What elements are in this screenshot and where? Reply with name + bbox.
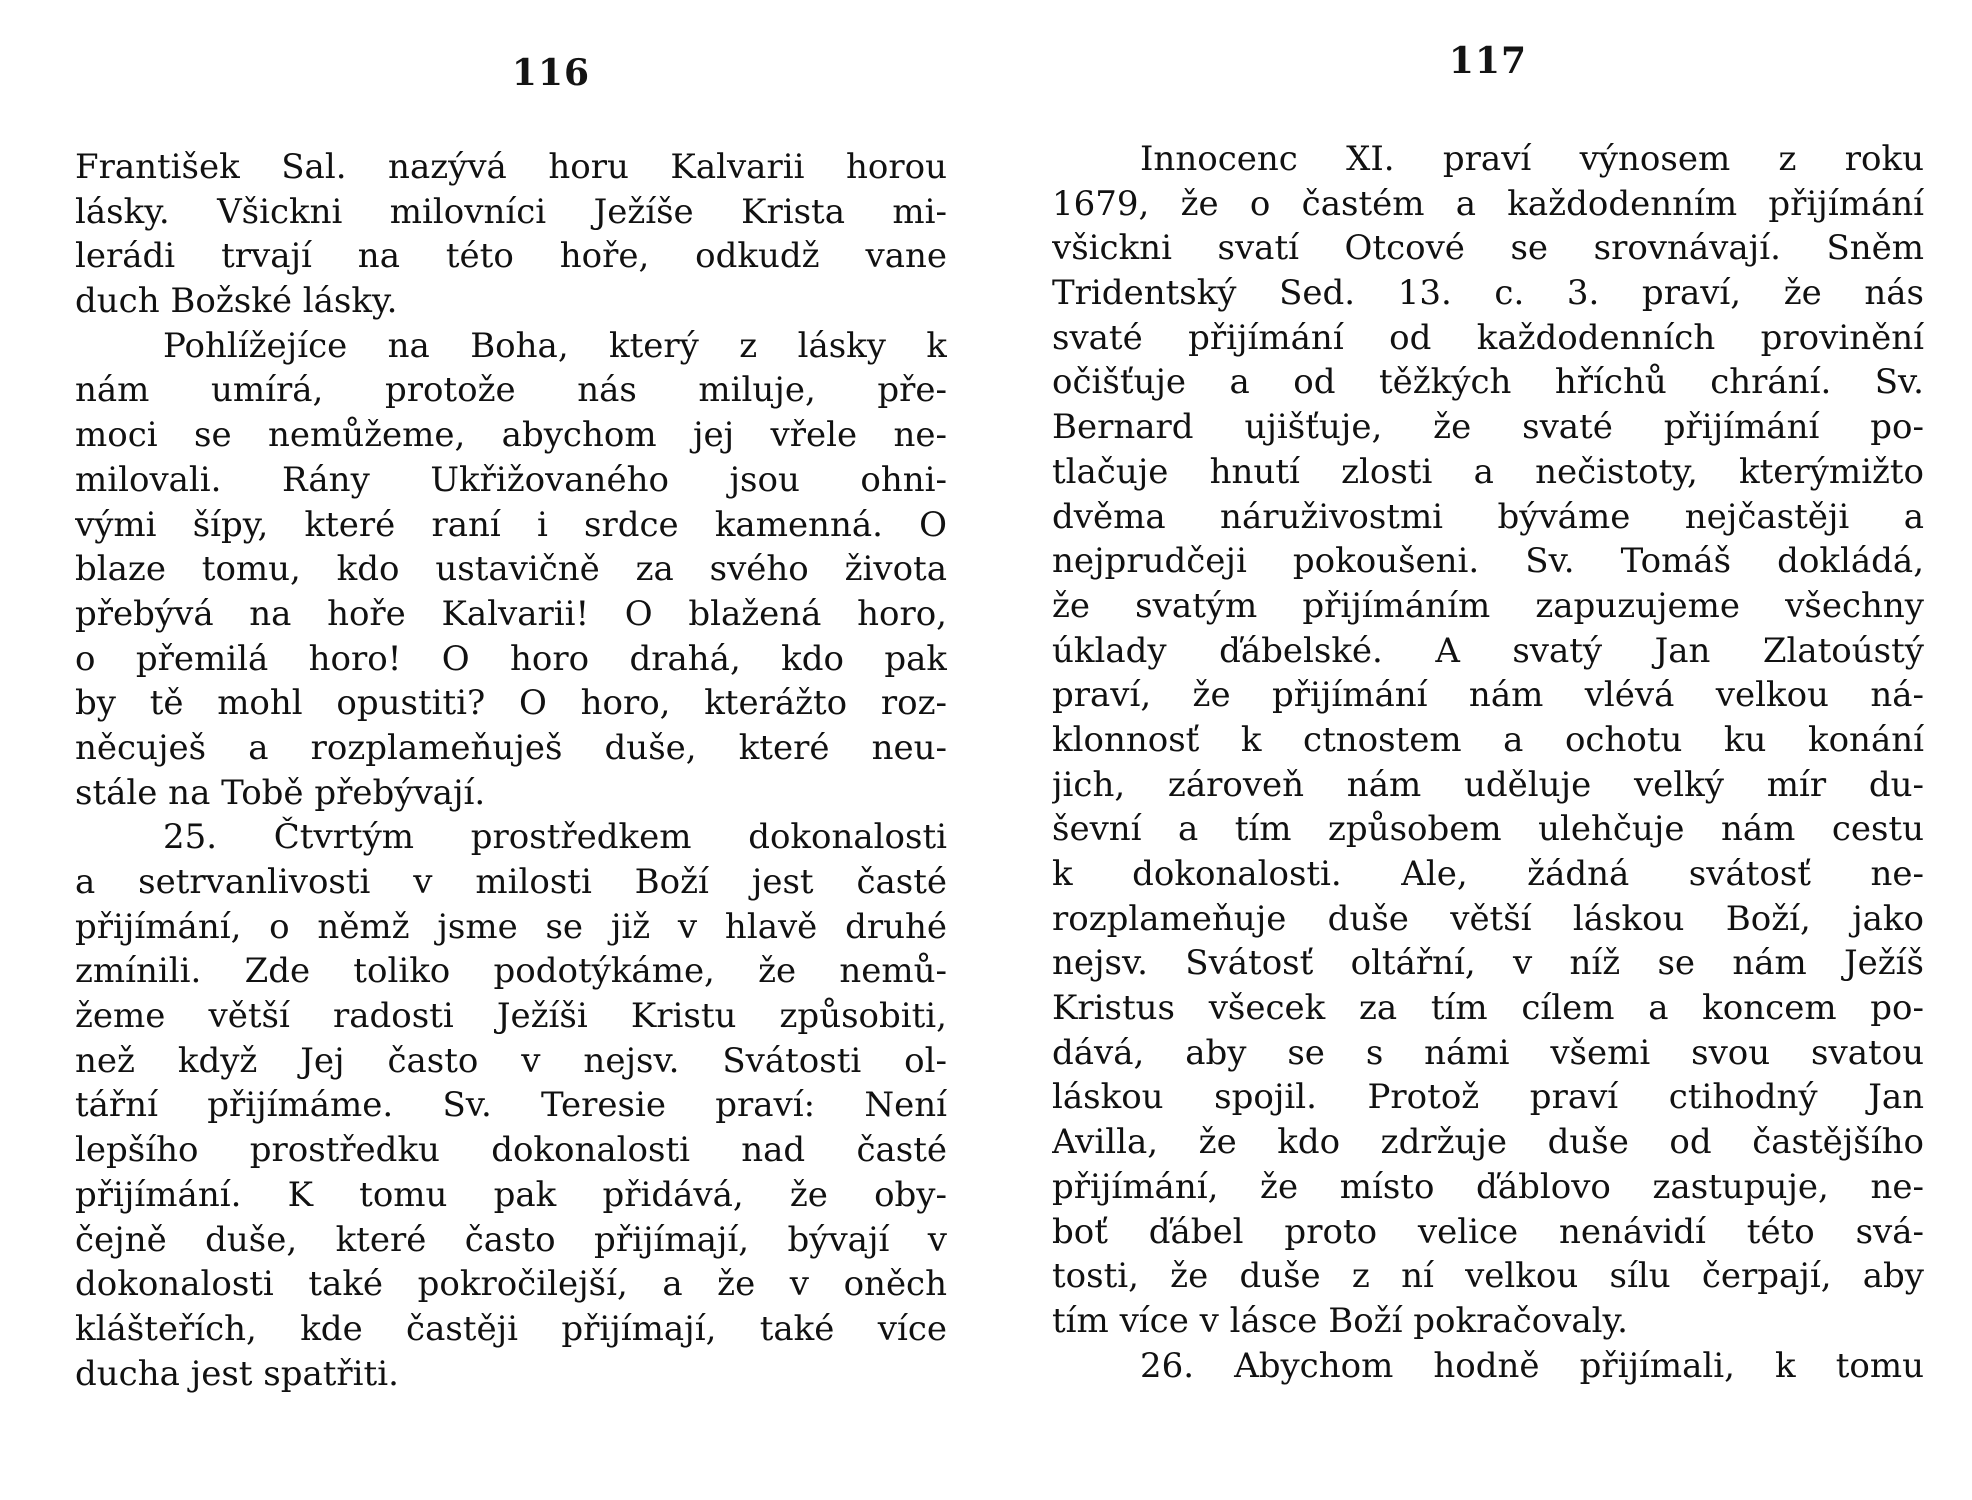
text-line: přebývá na hoře Kalvarii! O blažená horo, (75, 593, 947, 634)
text-line: o přemilá horo! O horo drahá, kdo pak (75, 638, 947, 679)
text-line: přijímání, o němž jsme se již v hlavě druhé (75, 906, 947, 947)
page-number: 116 (511, 52, 591, 94)
text-line: 25. Čtvrtým prostředkem dokonalosti (163, 817, 947, 858)
text-line: Innocenc XI. praví výnosem z roku (1140, 139, 1924, 179)
text-line: láskou spojil. Protož praví ctihodný Jan (1052, 1077, 1924, 1118)
text-line: všickni svatí Otcové se srovnávají. Sněm (1052, 228, 1924, 269)
text-line: přijímání, že místo ďáblovo zastupuje, ne- (1052, 1166, 1924, 1207)
text-line: k dokonalosti. Ale, žádná svátosť ne- (1052, 854, 1924, 894)
text-line: milovali. Rány Ukřižovaného jsou ohni- (75, 459, 947, 500)
text-line: ševní a tím způsobem ulehčuje nám cestu (1052, 809, 1924, 850)
text-line: jich, zároveň nám uděluje velký mír du- (1052, 764, 1924, 805)
text-line: čejně duše, které často přijímají, bývají v (75, 1219, 947, 1260)
text-line: Kristus všecek za tím cílem a koncem po- (1052, 988, 1924, 1029)
text-line: Tridentský Sed. 13. c. 3. praví, že nás (1052, 273, 1924, 314)
text-line: tlačuje hnutí zlosti a nečistoty, kterýmižto (1052, 451, 1924, 492)
text-line: lerádi trvají na této hoře, odkudž vane (75, 236, 947, 277)
text-line: František Sal. nazývá horu Kalvarii horou (75, 147, 947, 187)
text-line: moci se nemůžeme, abychom jej vřele ne- (75, 415, 947, 456)
text-line: svaté přijímání od každodenních provinění (1052, 317, 1924, 358)
text-line: dává, aby se s námi všemi svou svatou (1052, 1032, 1924, 1073)
text-line: než když Jej často v nejsv. Svátosti ol- (75, 1040, 947, 1081)
text-line: klášteřích, kde častěji přijímají, také více (75, 1308, 947, 1349)
text-line: dokonalosti také pokročilejší, a že v oněch (75, 1264, 947, 1305)
left-page (75, 0, 947, 1500)
text-line: boť ďábel proto velice nenávidí této svá- (1052, 1211, 1924, 1252)
text-line: lepšího prostředku dokonalosti nad časté (75, 1130, 947, 1171)
text-line: úklady ďábelské. A svatý Jan Zlatoústý (1052, 630, 1924, 671)
text-line: blaze tomu, kdo ustavičně za svého života (75, 549, 947, 590)
text-line: očišťuje a od těžkých hříchů chrání. Sv. (1052, 362, 1924, 403)
text-line: že svatým přijímáním zapuzujeme všechny (1052, 585, 1924, 626)
text-line: 26. Abychom hodně přijímali, k tomu (1140, 1345, 1924, 1386)
page-text (1052, 137, 1924, 1388)
text-line: tím více v lásce Boží pokračovaly. (1052, 1300, 1628, 1341)
text-line: Avilla, že kdo zdržuje duše od častějšího (1052, 1122, 1924, 1163)
text-line: stále na Tobě přebývají. (75, 772, 486, 813)
text-line: tářní přijímáme. Sv. Teresie praví: Není (75, 1085, 947, 1126)
text-line: praví, že přijímání nám vlévá velkou ná- (1052, 675, 1924, 716)
text-line: nám umírá, protože nás miluje, pře- (75, 370, 947, 411)
text-line: 1679, že o častém a každodenním přijímání (1052, 183, 1924, 224)
text-line: vými šípy, které raní i srdce kamenná. O (75, 504, 947, 545)
page-text (75, 145, 947, 1396)
text-line: nejprudčeji pokoušeni. Sv. Tomáš dokládá, (1052, 541, 1924, 582)
text-line: tosti, že duše z ní velkou sílu čerpají, aby (1052, 1256, 1924, 1297)
page-number: 117 (1448, 40, 1528, 82)
text-line: žeme větší radosti Ježíši Kristu způsobiti, (75, 996, 947, 1037)
right-page (1052, 0, 1924, 1500)
text-line: klonnosť k ctnostem a ochotu ku konání (1052, 719, 1924, 760)
text-line: rozplameňuje duše větší láskou Boží, jako (1052, 898, 1924, 939)
text-line: a setrvanlivosti v milosti Boží jest časté (75, 862, 947, 902)
text-line: lásky. Všickni milovníci Ježíše Krista mi- (75, 191, 947, 232)
text-line: Bernard ujišťuje, že svaté přijímání po- (1052, 407, 1924, 448)
text-line: by tě mohl opustiti? O horo, kterážto roz- (75, 683, 947, 724)
text-line: duch Božské lásky. (75, 281, 398, 322)
text-line: něcuješ a rozplameňuješ duše, které neu- (75, 727, 947, 768)
text-line: Pohlížejíce na Boha, který z lásky k (163, 325, 947, 366)
text-line: přijímání. K tomu pak přidává, že oby- (75, 1174, 947, 1215)
text-line: ducha jest spatřiti. (75, 1353, 399, 1394)
text-line: dvěma náruživostmi býváme nejčastěji a (1052, 496, 1924, 537)
text-line: zmínili. Zde toliko podotýkáme, že nemů- (75, 951, 947, 992)
text-line: nejsv. Svátosť oltářní, v níž se nám Ježíš (1052, 943, 1924, 984)
